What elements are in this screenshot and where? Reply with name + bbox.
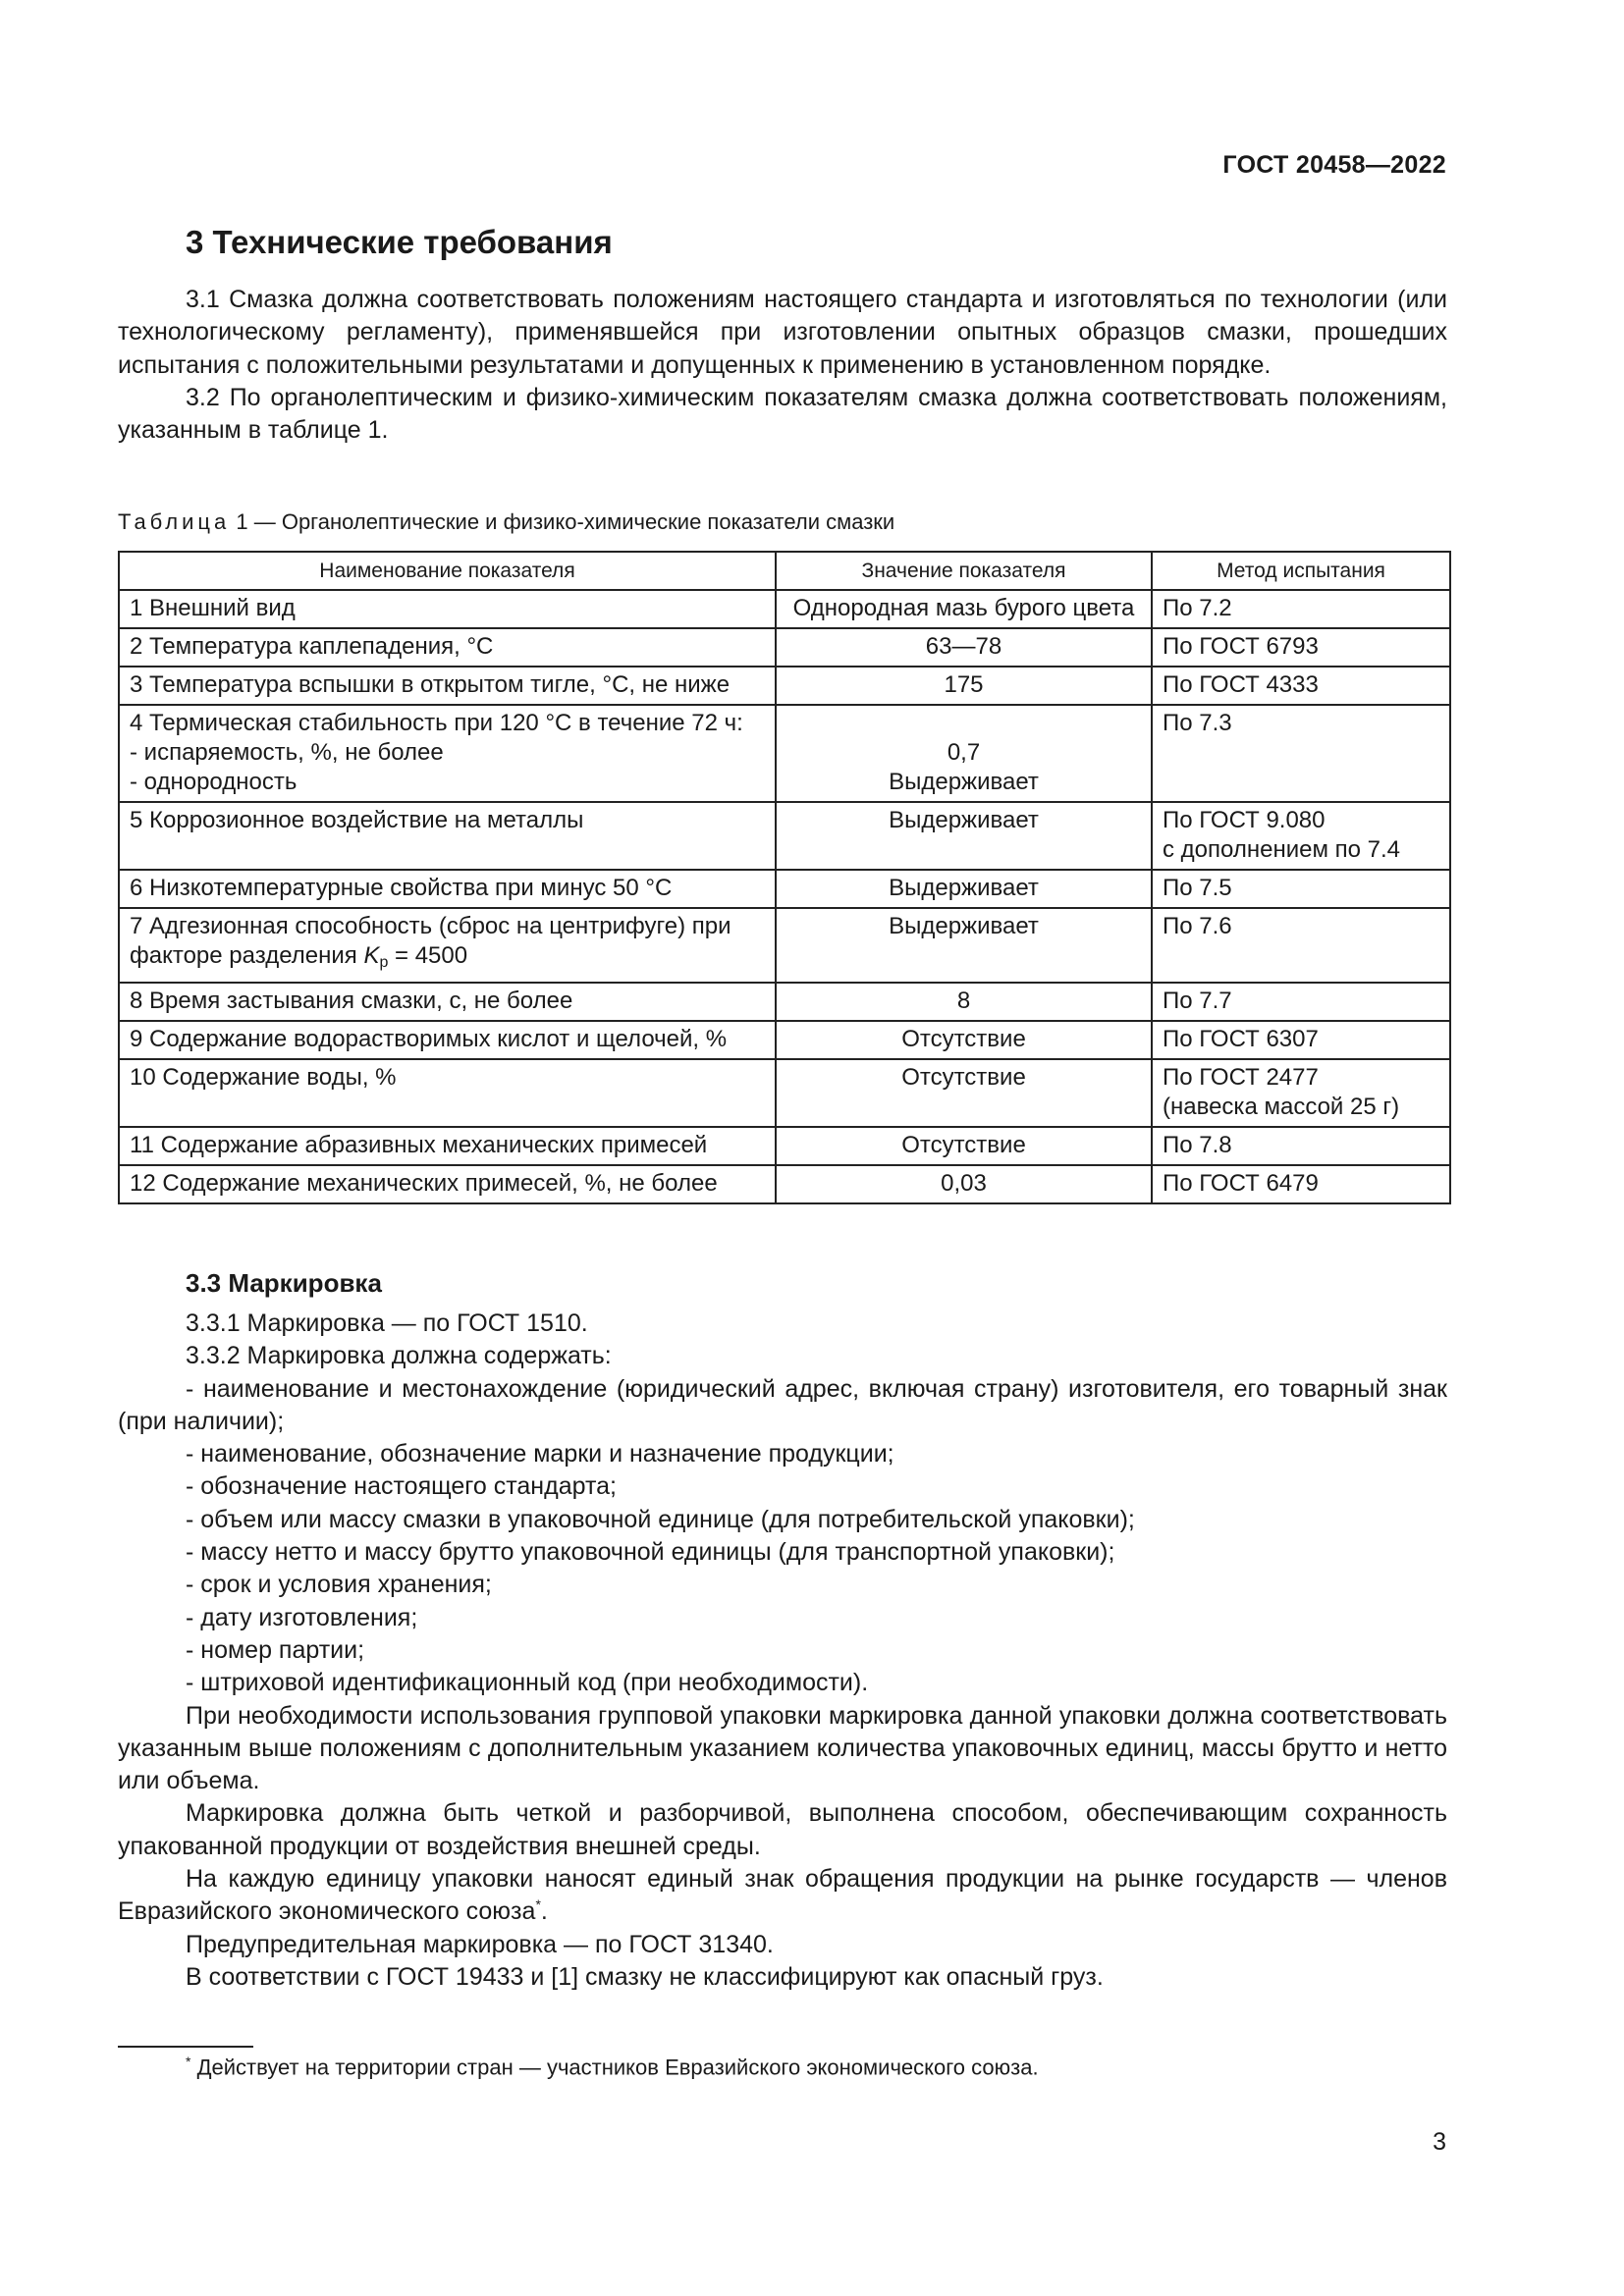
footnote-separator	[118, 2046, 253, 2048]
cell-method: По ГОСТ 6479	[1152, 1165, 1450, 1203]
cell-method: По ГОСТ 9.080 с дополнением по 7.4	[1152, 802, 1450, 870]
cell-value: 0,03	[776, 1165, 1152, 1203]
cell-indicator: 1 Внешний вид	[119, 590, 776, 628]
subsection-title: 3.3 Маркировка	[186, 1268, 382, 1298]
list-item: - срок и условия хранения;	[186, 1571, 492, 1599]
table-row	[119, 1165, 1450, 1203]
list-item: - массу нетто и массу брутто упаковочной единицы (для транспортной упаковки);	[186, 1538, 1115, 1567]
paragraph-eaeu-mark-text: На каждую единицу упаковки наносят единый знак обращения продукции на рынке государств — членов Евразийского экономического союза	[118, 1865, 1447, 1926]
table-caption	[118, 509, 894, 535]
paragraph-3-2: 3.2 По органолептическим и физико-химическим показателям смазка должна соответствовать положениям, указанным в таблице 1.	[118, 383, 1447, 445]
cell-indicator: 5 Коррозионное воздействие на металлы	[119, 802, 776, 870]
separation-factor-subscript: р	[379, 954, 389, 971]
table-row	[119, 802, 1450, 870]
list-item: - штриховой идентификационный код (при необходимости).	[186, 1669, 869, 1697]
paragraph-hazard-class: В соответствии с ГОСТ 19433 и [1] смазку не классифицируют как опасный груз.	[186, 1962, 1104, 1991]
cell-value: Отсутствие	[776, 1021, 1152, 1059]
table-row	[119, 590, 1450, 628]
list-item: - обозначение настоящего стандарта;	[186, 1472, 617, 1501]
footnote-text: Действует на территории стран — участников Евразийского экономического союза.	[190, 2055, 1039, 2080]
list-item: - номер партии;	[186, 1635, 365, 1664]
cell-method: По 7.5	[1152, 870, 1450, 908]
table-row	[119, 667, 1450, 705]
cell-indicator: 2 Температура каплепадения, °С	[119, 628, 776, 667]
list-item: - объем или массу смазки в упаковочной единице (для потребительской упаковки);	[186, 1505, 1135, 1533]
table-row	[119, 1059, 1450, 1127]
cell-indicator	[119, 908, 776, 983]
cell-indicator: 6 Низкотемпературные свойства при минус 50 °С	[119, 870, 776, 908]
list-item: - дату изготовления;	[186, 1603, 418, 1631]
cell-value: 0,7 Выдерживает	[776, 705, 1152, 802]
cell-method: По 7.3	[1152, 705, 1450, 802]
paragraph-3-3-1: 3.3.1 Маркировка — по ГОСТ 1510.	[186, 1309, 588, 1337]
table-header-row	[119, 552, 1450, 590]
cell-method: По 7.2	[1152, 590, 1450, 628]
list-item: - наименование, обозначение марки и назначение продукции;	[186, 1440, 894, 1468]
table-row	[119, 628, 1450, 667]
cell-indicator: 4 Термическая стабильность при 120 °С в течение 72 ч: - испаряемость, %, не более - однородность	[119, 705, 776, 802]
table-row	[119, 1127, 1450, 1165]
header-method: Метод испытания	[1152, 552, 1450, 590]
table-row	[119, 705, 1450, 802]
cell-method: По ГОСТ 6307	[1152, 1021, 1450, 1059]
indicators-table	[118, 551, 1451, 1204]
footnote-reference: *	[535, 1896, 541, 1913]
cell-value: Однородная мазь бурого цвета	[776, 590, 1152, 628]
cell-indicator: 12 Содержание механических примесей, %, не более	[119, 1165, 776, 1203]
section-title: 3 Технические требования	[186, 224, 613, 260]
cell-indicator-text: 7 Адгезионная способность (сброс на центрифуге) при факторе разделения	[130, 913, 731, 969]
cell-method: По 7.8	[1152, 1127, 1450, 1165]
intro-block	[118, 284, 1447, 447]
cell-value: Отсутствие	[776, 1127, 1152, 1165]
marking-block	[118, 1308, 1447, 1994]
page-number: 3	[1433, 2128, 1446, 2156]
paragraph-eaeu-mark: На каждую единицу упаковки наносят единый знак обращения продукции на рынке государств — членов Евразийского экономического союза*.	[118, 1865, 1447, 1926]
paragraph-warning-marking: Предупредительная маркировка — по ГОСТ 31340.	[186, 1930, 774, 1958]
cell-value: 175	[776, 667, 1152, 705]
table-row	[119, 870, 1450, 908]
cell-value: Выдерживает	[776, 908, 1152, 983]
header-value: Значение показателя	[776, 552, 1152, 590]
separation-factor-symbol: K	[363, 942, 380, 969]
cell-value: 63—78	[776, 628, 1152, 667]
cell-method: По 7.7	[1152, 983, 1450, 1021]
cell-value: 8	[776, 983, 1152, 1021]
table-row	[119, 983, 1450, 1021]
header-indicator: Наименование показателя	[119, 552, 776, 590]
footnote	[186, 2054, 1039, 2080]
table-row	[119, 908, 1450, 983]
separation-factor-value: = 4500	[388, 942, 468, 969]
table-caption-text: 1 — Органолептические и физико-химические показатели смазки	[230, 509, 895, 534]
cell-method: По ГОСТ 4333	[1152, 667, 1450, 705]
cell-value: Выдерживает	[776, 870, 1152, 908]
cell-indicator: 3 Температура вспышки в открытом тигле, °С, не ниже	[119, 667, 776, 705]
cell-indicator: 9 Содержание водорастворимых кислот и щелочей, %	[119, 1021, 776, 1059]
cell-value: Отсутствие	[776, 1059, 1152, 1127]
paragraph-3-1: 3.1 Смазка должна соответствовать положениям настоящего стандарта и изготовляться по технологии (или технологическому регламенту), применявшейся при изготовлении опытных образцов смазки, прошедших испытания с положительными результатами и допущенных к применению в установленном порядке.	[118, 286, 1447, 379]
cell-method: По ГОСТ 6793	[1152, 628, 1450, 667]
paragraph-3-3-2: 3.3.2 Маркировка должна содержать:	[186, 1342, 612, 1370]
cell-method: По 7.6	[1152, 908, 1450, 983]
paragraph-group-packaging: При необходимости использования групповой упаковки маркировка данной упаковки должна соответствовать указанным выше положениям с дополнительным указанием количества упаковочных единиц, массы брутто и нетто или объема.	[118, 1701, 1447, 1795]
paragraph-legibility: Маркировка должна быть четкой и разборчивой, выполнена способом, обеспечивающим сохранность упакованной продукции от воздействия внешней среды.	[118, 1799, 1447, 1860]
cell-value: Выдерживает	[776, 802, 1152, 870]
standard-header: ГОСТ 20458—2022	[1222, 151, 1446, 179]
cell-indicator: 11 Содержание абразивных механических примесей	[119, 1127, 776, 1165]
cell-method: По ГОСТ 2477 (навеска массой 25 г)	[1152, 1059, 1450, 1127]
cell-indicator: 8 Время застывания смазки, с, не более	[119, 983, 776, 1021]
table-row	[119, 1021, 1450, 1059]
footnote-mark: *	[186, 2054, 191, 2069]
cell-indicator: 10 Содержание воды, %	[119, 1059, 776, 1127]
table-caption-prefix: Таблица	[118, 509, 231, 534]
list-item: - наименование и местонахождение (юридический адрес, включая страну) изготовителя, его товарный знак (при наличии);	[118, 1374, 1447, 1435]
